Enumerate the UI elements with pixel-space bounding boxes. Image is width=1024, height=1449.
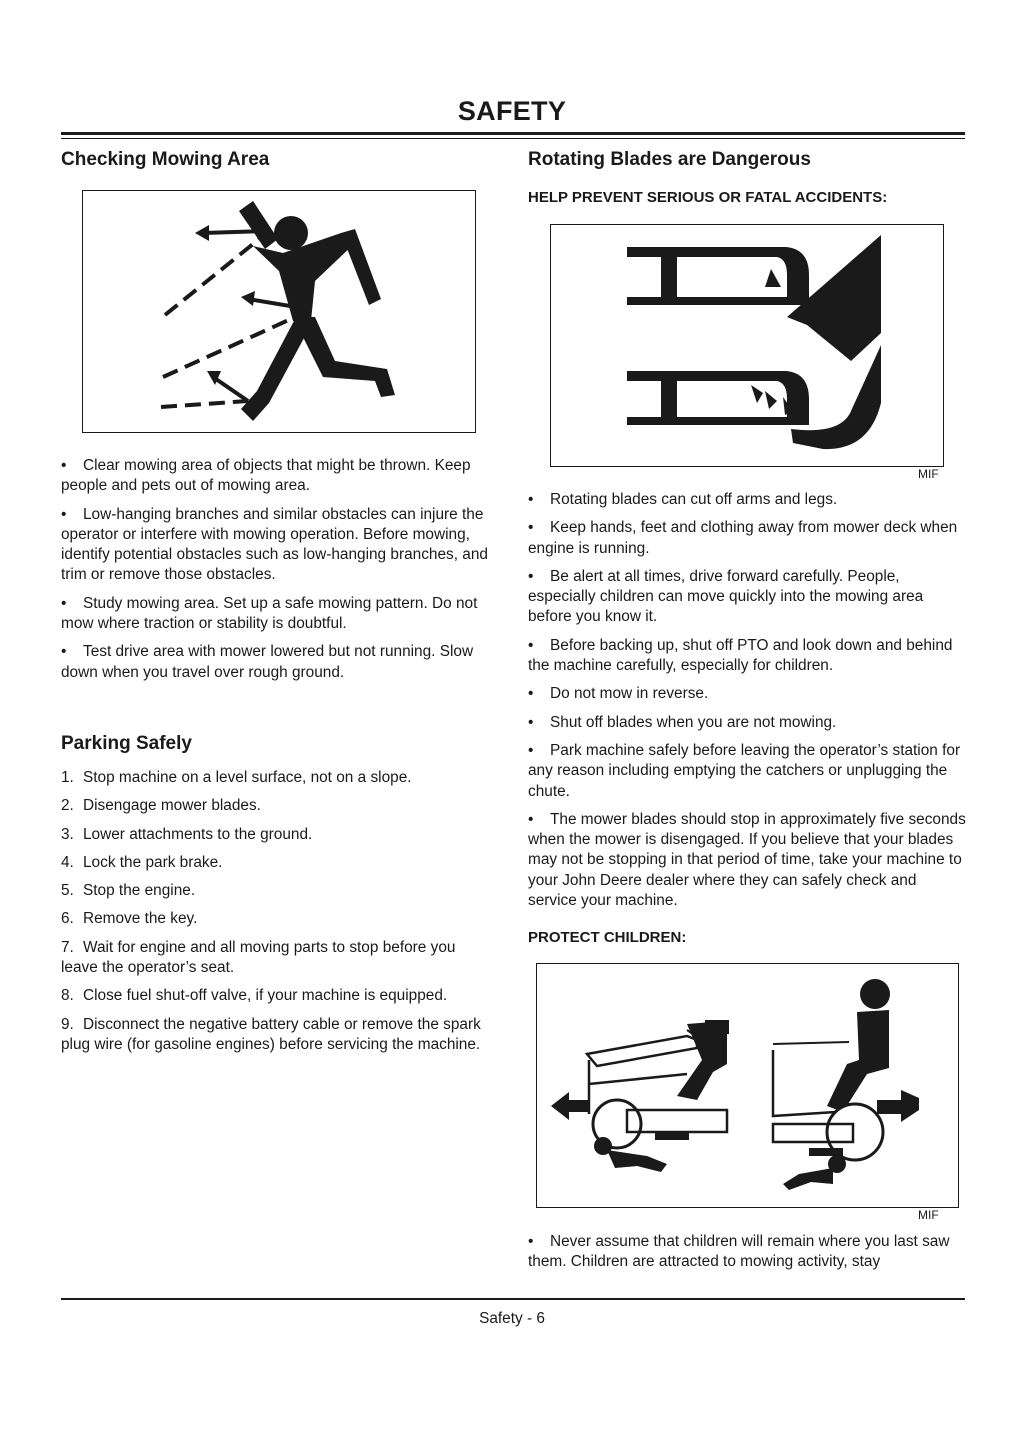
bullet: •: [61, 643, 67, 661]
parking-heading: Parking Safely: [61, 733, 192, 754]
list-item: • Never assume that children will remain where you last saw them. Children are attracted to mowing activity, stay: [528, 1233, 950, 1271]
bullet: •: [528, 810, 534, 828]
children-list: [528, 1232, 966, 1273]
rotating-blades-figure: [550, 224, 944, 467]
list-item: 2. Disengage mower blades.: [61, 797, 261, 815]
thrown-objects-pictogram: [83, 191, 475, 432]
bullet: •: [528, 519, 534, 537]
blades-subheading: HELP PREVENT SERIOUS OR FATAL ACCIDENTS:: [528, 189, 888, 206]
bullet: •: [61, 594, 67, 612]
footer-rule: [61, 1298, 965, 1300]
bullet: •: [528, 491, 534, 508]
bullet: •: [61, 505, 67, 523]
list-item: • Be alert at all times, drive forward carefully. People, especially children can move quickly into the mowing area before you know it.: [528, 567, 924, 626]
bullet: •: [528, 636, 534, 654]
bullet: •: [61, 457, 67, 474]
header-rule-thin: [61, 138, 965, 139]
list-item: • Test drive area with mower lowered but not running. Slow down when you travel over rough ground.: [61, 643, 474, 681]
figure-code: MIF: [918, 1208, 939, 1222]
page-title: SAFETY: [457, 96, 567, 126]
list-item: 7. Wait for engine and all moving parts to stop before you leave the operator’s seat.: [61, 938, 456, 977]
header-rule: [61, 132, 965, 135]
rotating-blades-pictogram: [551, 225, 943, 466]
blades-heading: Rotating Blades are Dangerous: [528, 149, 811, 170]
bullet: •: [528, 685, 534, 703]
list-item: 8. Close fuel shut-off valve, if your machine is equipped.: [61, 987, 448, 1005]
list-item: • Clear mowing area of objects that might be thrown. Keep people and pets out of mowing area.: [61, 457, 471, 495]
thrown-objects-figure: [82, 190, 476, 433]
list-item: 6. Remove the key.: [61, 910, 198, 928]
protect-children-figure: [536, 963, 959, 1208]
bullet: •: [528, 713, 534, 731]
bullet: •: [528, 1233, 534, 1250]
list-item: • Before backing up, shut off PTO and look down and behind the machine carefully, especially for children.: [528, 636, 953, 675]
bullet: •: [528, 741, 534, 759]
list-item: 3. Lower attachments to the ground.: [61, 825, 313, 843]
list-item: 5. Stop the engine.: [61, 882, 196, 900]
list-item: • Keep hands, feet and clothing away from mower deck when engine is running.: [528, 519, 958, 557]
mowing-area-list: [61, 456, 495, 683]
list-item: 9. Disconnect the negative battery cable or remove the spark plug wire (for gasoline engines) before servicing the machine.: [61, 1015, 481, 1053]
page-number: Safety - 6: [479, 1310, 545, 1327]
list-item: • Do not mow in reverse.: [528, 684, 966, 704]
protect-children-pictogram: [537, 964, 958, 1207]
list-item: • Shut off blades when you are not mowing.: [528, 713, 966, 733]
bullet: •: [528, 567, 534, 585]
mowing-area-heading: Checking Mowing Area: [61, 149, 270, 170]
figure-code: MIF: [918, 467, 939, 481]
list-item: • Rotating blades can cut off arms and legs.: [528, 490, 966, 510]
list-item: 1. Stop machine on a level surface, not on a slope.: [61, 769, 412, 786]
parking-steps-list: [61, 768, 495, 1055]
list-item: • Low-hanging branches and similar obstacles can injure the operator or interfere with mowing operation. Before mowing, identify potential obstacles such as low-hanging branches, and trim or remove those obstacles.: [61, 505, 488, 584]
blades-list: [528, 490, 966, 911]
list-item: • Park machine safely before leaving the operator’s station for any reason including emptying the catchers or unplugging the chute.: [528, 741, 961, 800]
list-item: • Study mowing area. Set up a safe mowing pattern. Do not mow where traction or stability is doubtful.: [61, 594, 478, 633]
children-subheading: PROTECT CHILDREN:: [528, 929, 687, 946]
list-item: • The mower blades should stop in approximately five seconds when the mower is disengaged. If you believe that your blades may not be stopping in that period of time, take your machine to your John Deere dealer where they can safely check and service your machine.: [528, 810, 966, 910]
list-item: 4. Lock the park brake.: [61, 853, 223, 871]
